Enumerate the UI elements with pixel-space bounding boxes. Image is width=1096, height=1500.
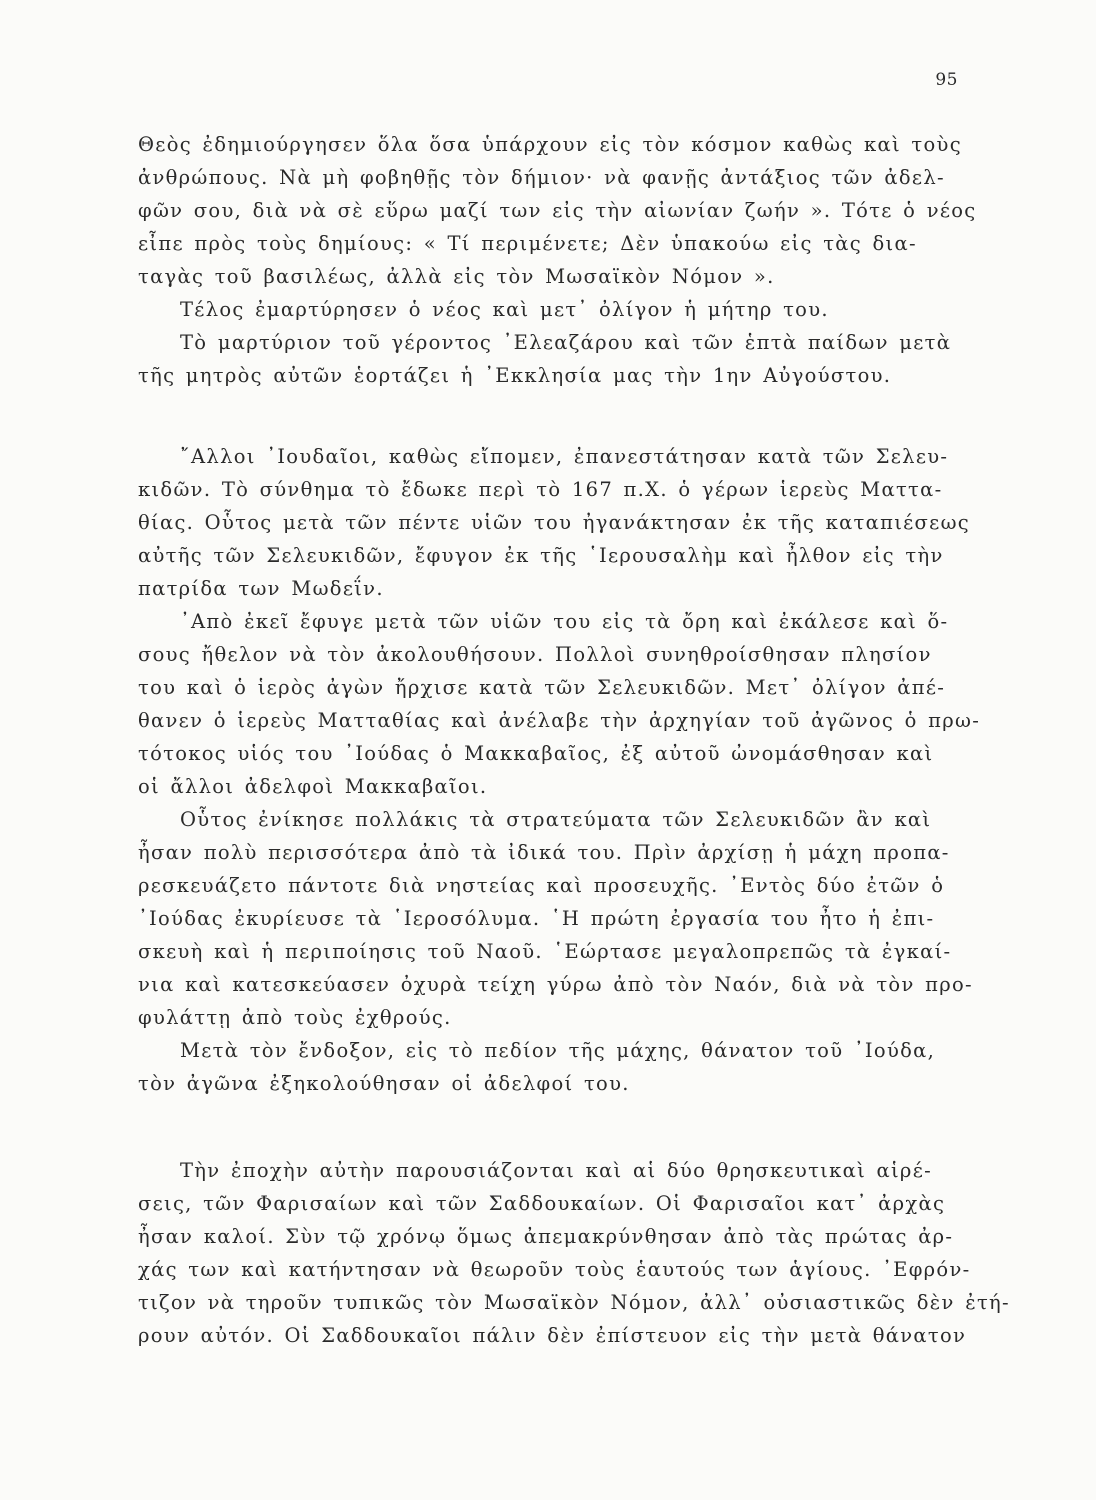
text-block-1 bbox=[138, 128, 977, 392]
text-line: Θεὸς ἐδημιούργησεν ὅλα ὅσα ὑπάρχουν εἰς τὸν κόσμον καθὼς καὶ τοὺς bbox=[138, 133, 962, 156]
text-line: οἱ ἄλλοι ἀδελφοὶ Μακκαβαῖοι. bbox=[138, 775, 488, 798]
text-line: Οὗτος ἐνίκησε πολλάκις τὰ στρατεύματα τῶν Σελευκιδῶν ἂν καὶ bbox=[180, 808, 932, 831]
text-line: χάς των καὶ κατήντησαν νὰ θεωροῦν τοὺς ἑαυτούς των ἁγίους. ᾽Εφρόν- bbox=[138, 1258, 971, 1281]
text-line: αὐτῆς τῶν Σελευκιδῶν, ἔφυγον ἐκ τῆς ῾Ιερουσαλὴμ καὶ ἦλθον εἰς τὴν bbox=[138, 544, 944, 567]
text-line: ᾽Απὸ ἐκεῖ ἔφυγε μετὰ τῶν υἱῶν του εἰς τὰ ὄρη καὶ ἐκάλεσε καὶ ὅ- bbox=[180, 610, 949, 633]
text-line: ρουν αὐτόν. Οἱ Σαδδουκαῖοι πάλιν δὲν ἐπίστευον εἰς τὴν μετὰ θάνατον bbox=[138, 1324, 967, 1347]
text-line: ᾽Ιούδας ἐκυρίευσε τὰ ῾Ιεροσόλυμα. ῾Η πρώτη ἐργασία του ἦτο ἡ ἐπι- bbox=[138, 907, 935, 930]
text-line: εἶπε πρὸς τοὺς δημίους: « Τί περιμένετε; Δὲν ὑπακούω εἰς τὰς δια- bbox=[138, 232, 917, 255]
text-line: φῶν σου, διὰ νὰ σὲ εὕρω μαζί των εἰς τὴν αἰωνίαν ζωήν ». Τότε ὁ νέος bbox=[138, 199, 977, 222]
text-line: θανεν ὁ ἱερεὺς Ματταθίας καὶ ἀνέλαβε τὴν ἀρχηγίαν τοῦ ἀγῶνος ὁ πρω- bbox=[138, 709, 981, 732]
text-line: φυλάττῃ ἀπὸ τοὺς ἐχθρούς. bbox=[138, 1006, 452, 1029]
text-line: του καὶ ὁ ἱερὸς ἀγὼν ἤρχισε κατὰ τῶν Σελευκιδῶν. Μετ᾽ ὀλίγον ἀπέ- bbox=[138, 676, 946, 699]
page-number: 95 bbox=[935, 70, 958, 90]
text-line: ῎Αλλοι ᾽Ιουδαῖοι, καθὼς εἴπομεν, ἐπανεστάτησαν κατὰ τῶν Σελευ- bbox=[180, 445, 949, 468]
text-line: ἦσαν πολὺ περισσότερα ἀπὸ τὰ ἰδικά του. Πρὶν ἀρχίσῃ ἡ μάχη προπα- bbox=[138, 841, 950, 864]
text-block-2 bbox=[138, 440, 981, 1100]
text-line: τὸν ἀγῶνα ἐξηκολούθησαν οἱ ἀδελφοί του. bbox=[138, 1072, 630, 1095]
text-line: σεις, τῶν Φαρισαίων καὶ τῶν Σαδδουκαίων. Οἱ Φαρισαῖοι κατ᾽ ἀρχὰς bbox=[138, 1192, 946, 1215]
text-line: σους ἤθελον νὰ τὸν ἀκολουθήσουν. Πολλοὶ συνηθροίσθησαν πλησίον bbox=[138, 643, 932, 666]
text-line: ἀνθρώπους. Νὰ μὴ φοβηθῇς τὸν δήμιον· νὰ φανῇς ἀντάξιος τῶν ἀδελ- bbox=[138, 166, 945, 189]
text-line: πατρίδα των Μωδεΐν. bbox=[138, 577, 384, 600]
text-line: ταγὰς τοῦ βασιλέως, ἀλλὰ εἰς τὸν Μωσαϊκὸν Νόμον ». bbox=[138, 265, 775, 288]
text-line: Τέλος ἐμαρτύρησεν ὁ νέος καὶ μετ᾽ ὀλίγον ἡ μήτηρ του. bbox=[180, 298, 829, 321]
text-block-3 bbox=[138, 1154, 1010, 1352]
text-line: θίας. Οὗτος μετὰ τῶν πέντε υἱῶν του ἠγανάκτησαν ἐκ τῆς καταπιέσεως bbox=[138, 511, 970, 534]
text-line: ἦσαν καλοί. Σὺν τῷ χρόνῳ ὅμως ἀπεμακρύνθησαν ἀπὸ τὰς πρώτας ἀρ- bbox=[138, 1225, 954, 1248]
text-line: κιδῶν. Τὸ σύνθημα τὸ ἔδωκε περὶ τὸ 167 π.Χ. ὁ γέρων ἱερεὺς Ματτα- bbox=[138, 478, 943, 501]
text-line: τότοκος υἱός του ᾽Ιούδας ὁ Μακκαβαῖος, ἐξ αὐτοῦ ὠνομάσθησαν καὶ bbox=[138, 742, 934, 765]
text-line: Μετὰ τὸν ἔνδοξον, εἰς τὸ πεδίον τῆς μάχης, θάνατον τοῦ ᾽Ιούδα, bbox=[180, 1039, 936, 1062]
text-line: Τὴν ἐποχὴν αὐτὴν παρουσιάζονται καὶ αἱ δύο θρησκευτικαὶ αἱρέ- bbox=[180, 1159, 932, 1182]
text-line: ρεσκευάζετο πάντοτε διὰ νηστείας καὶ προσευχῆς. ᾽Εντὸς δύο ἐτῶν ὁ bbox=[138, 874, 945, 897]
text-line: νια καὶ κατεσκεύασεν ὀχυρὰ τείχη γύρω ἀπὸ τὸν Ναόν, διὰ νὰ τὸν προ- bbox=[138, 973, 973, 996]
text-line: τῆς μητρὸς αὐτῶν ἑορτάζει ἡ ᾽Εκκλησία μας τὴν 1ην Αὐγούστου. bbox=[138, 364, 892, 387]
text-line: τιζον νὰ τηροῦν τυπικῶς τὸν Μωσαϊκὸν Νόμον, ἀλλ᾽ οὐσιαστικῶς δὲν ἐτή- bbox=[138, 1291, 1010, 1314]
text-line: σκευὴ καὶ ἡ περιποίησις τοῦ Ναοῦ. ῾Εώρτασε μεγαλοπρεπῶς τὰ ἐγκαί- bbox=[138, 940, 952, 963]
text-line: Τὸ μαρτύριον τοῦ γέροντος ᾽Ελεαζάρου καὶ τῶν ἑπτὰ παίδων μετὰ bbox=[180, 331, 952, 354]
